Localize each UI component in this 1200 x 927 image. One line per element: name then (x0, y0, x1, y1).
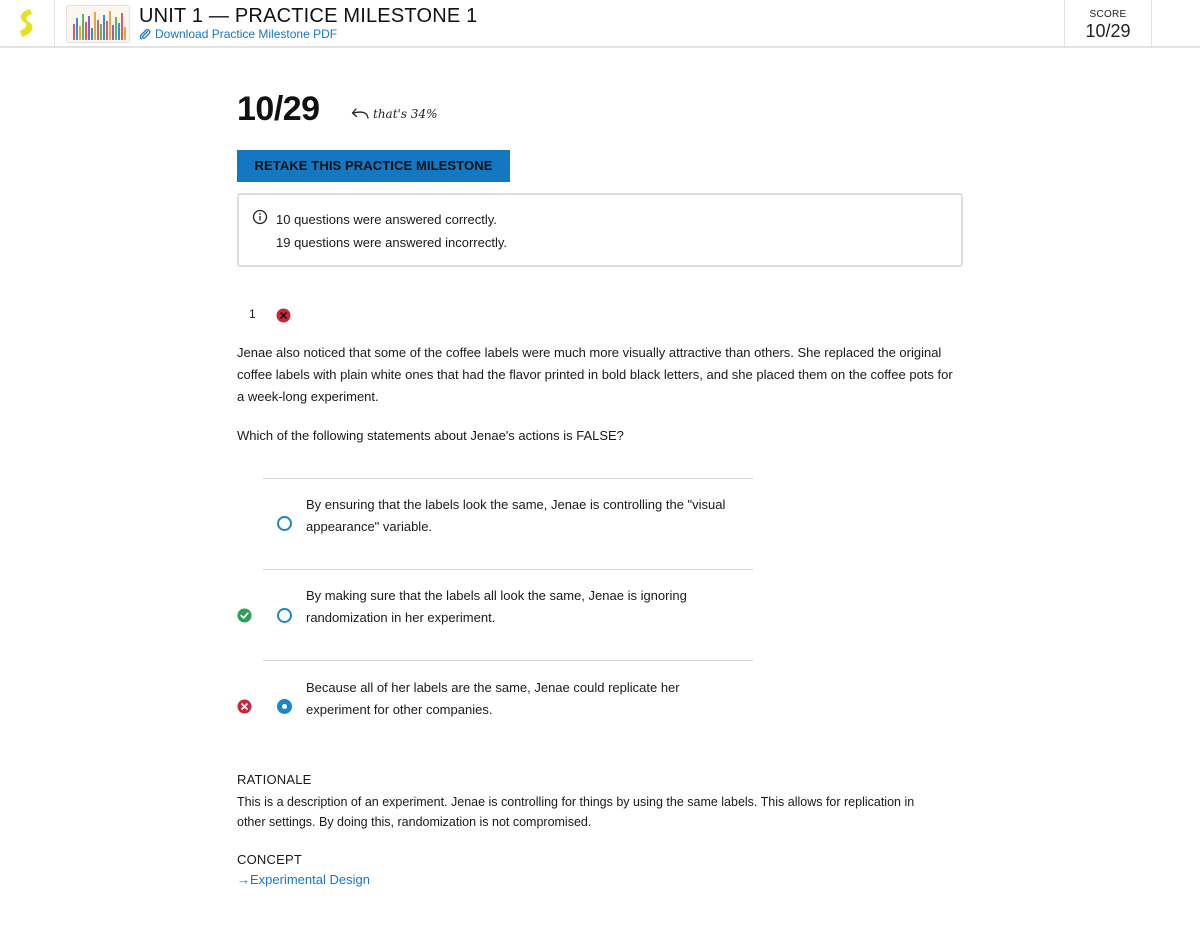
download-pdf-label: Download Practice Milestone PDF (155, 27, 338, 41)
question-text: Jenae also noticed that some of the coffee labels were much more visually attractive than others. She replaced the original coffee labels with plain white ones that had the flavor printed in bold black letters, and she placed them on the coffee pots for a week-long experiment. (237, 345, 953, 404)
question-prompt: Which of the following statements about Jenae's actions is FALSE? (237, 428, 624, 443)
rationale-text: This is a description of an experiment. Jenae is controlling for things by using the same labels. This allows for replication in other settings. By doing this, randomization is not compromised. (237, 795, 915, 829)
info-circle-icon (252, 209, 268, 225)
top-bar (0, 0, 1200, 48)
score-value: 10/29 (1085, 21, 1131, 41)
curved-arrow-left-icon (350, 107, 370, 121)
results-summary-box (237, 193, 963, 267)
option-divider (263, 478, 753, 479)
percent-note-text: that's 34% (373, 107, 438, 121)
header-score-box (1064, 0, 1152, 46)
correct-count-text: 10 questions were answered correctly. (276, 212, 497, 227)
milestone-thumbnail (66, 5, 130, 43)
check-circle-icon (237, 608, 252, 623)
option-2-correct-mark (237, 608, 252, 628)
info-icon-wrap (252, 209, 268, 230)
question-status-incorrect (276, 308, 291, 328)
option-2-radio[interactable] (277, 608, 292, 623)
retake-button[interactable]: RETAKE THIS PRACTICE MILESTONE (237, 150, 510, 182)
option-divider (263, 569, 753, 570)
concept-link[interactable] (237, 872, 370, 887)
big-score: 10/29 (237, 90, 320, 128)
incorrect-count-text: 19 questions were answered incorrectly. (276, 235, 507, 250)
concept-heading: CONCEPT (237, 852, 302, 867)
x-circle-icon (276, 308, 291, 323)
option-3-radio-selected[interactable] (277, 699, 292, 714)
option-3-text[interactable]: Because all of her labels are the same, Jenae could replicate her experiment for other companies. (306, 680, 680, 717)
x-circle-icon (237, 699, 252, 714)
page-title: UNIT 1 — PRACTICE MILESTONE 1 (139, 5, 478, 27)
option-1-text[interactable]: By ensuring that the labels look the same, Jenae is controlling the "visual appearance" variable. (306, 497, 726, 534)
option-divider (263, 660, 753, 661)
sophia-logo-icon (15, 7, 39, 39)
paperclip-icon (139, 28, 151, 40)
concept-link-label: Experimental Design (250, 872, 370, 887)
question-number: 1 (249, 307, 256, 321)
option-3-incorrect-mark (237, 699, 252, 719)
option-1-radio[interactable] (277, 516, 292, 531)
arrow-right-icon: → (237, 872, 250, 887)
percent-note (350, 107, 437, 121)
option-2-text[interactable]: By making sure that the labels all look the same, Jenae is ignoring randomization in her experiment. (306, 588, 687, 625)
bar-chart-thumbnail (67, 6, 130, 43)
rationale-heading: RATIONALE (237, 772, 312, 787)
score-label: SCORE (1089, 9, 1127, 20)
brand-logo-cell[interactable] (0, 0, 55, 46)
download-pdf-link[interactable] (139, 27, 337, 41)
